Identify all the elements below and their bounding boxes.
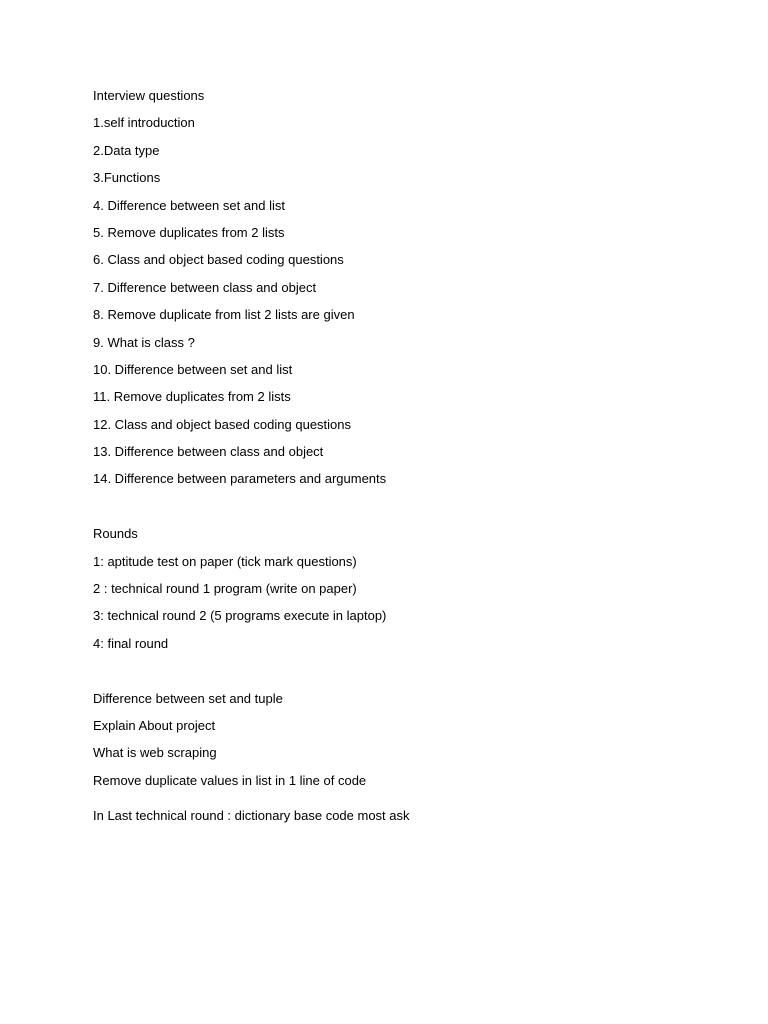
questions-list — [93, 114, 713, 497]
extra-question-item: Explain About project — [93, 717, 216, 733]
round-item: 3: technical round 2 (5 programs execute in laptop) — [93, 608, 387, 624]
blank-line — [93, 662, 713, 689]
question-item: 9. What is class ? — [93, 334, 195, 350]
question-item: 8. Remove duplicate from list 2 lists are given — [93, 307, 355, 323]
question-item: 14. Difference between parameters and arguments — [93, 471, 387, 487]
round-item: 1: aptitude test on paper (tick mark questions) — [93, 553, 357, 569]
question-item: 12. Class and object based coding questions — [93, 416, 352, 432]
question-item: 7. Difference between class and object — [93, 279, 317, 295]
round-item: 2 : technical round 1 program (write on paper) — [93, 581, 357, 597]
extra-question-item: Remove duplicate values in list in 1 line of code — [93, 772, 367, 788]
question-item: 5. Remove duplicates from 2 lists — [93, 224, 285, 240]
rounds-heading: Rounds — [93, 526, 138, 542]
round-item: 4: final round — [93, 635, 169, 651]
question-item: 3.Functions — [93, 170, 161, 186]
extra-questions-list — [93, 690, 713, 800]
extra-question-item: Difference between set and tuple — [93, 690, 283, 706]
question-item: 4. Difference between set and list — [93, 197, 285, 213]
closing-note: In Last technical round : dictionary base code most ask — [93, 808, 410, 824]
document-heading: Interview questions — [93, 88, 205, 103]
blank-line — [93, 498, 713, 525]
question-item: 1.self introduction — [93, 115, 195, 131]
extra-question-item: What is web scraping — [93, 745, 217, 761]
question-item: 13. Difference between class and object — [93, 444, 324, 460]
question-item: 10. Difference between set and list — [93, 361, 293, 377]
rounds-list — [93, 553, 713, 663]
question-item: 6. Class and object based coding questions — [93, 252, 344, 268]
question-item: 11. Remove duplicates from 2 lists — [93, 389, 291, 405]
question-item: 2.Data type — [93, 142, 160, 158]
document-page — [93, 87, 713, 835]
